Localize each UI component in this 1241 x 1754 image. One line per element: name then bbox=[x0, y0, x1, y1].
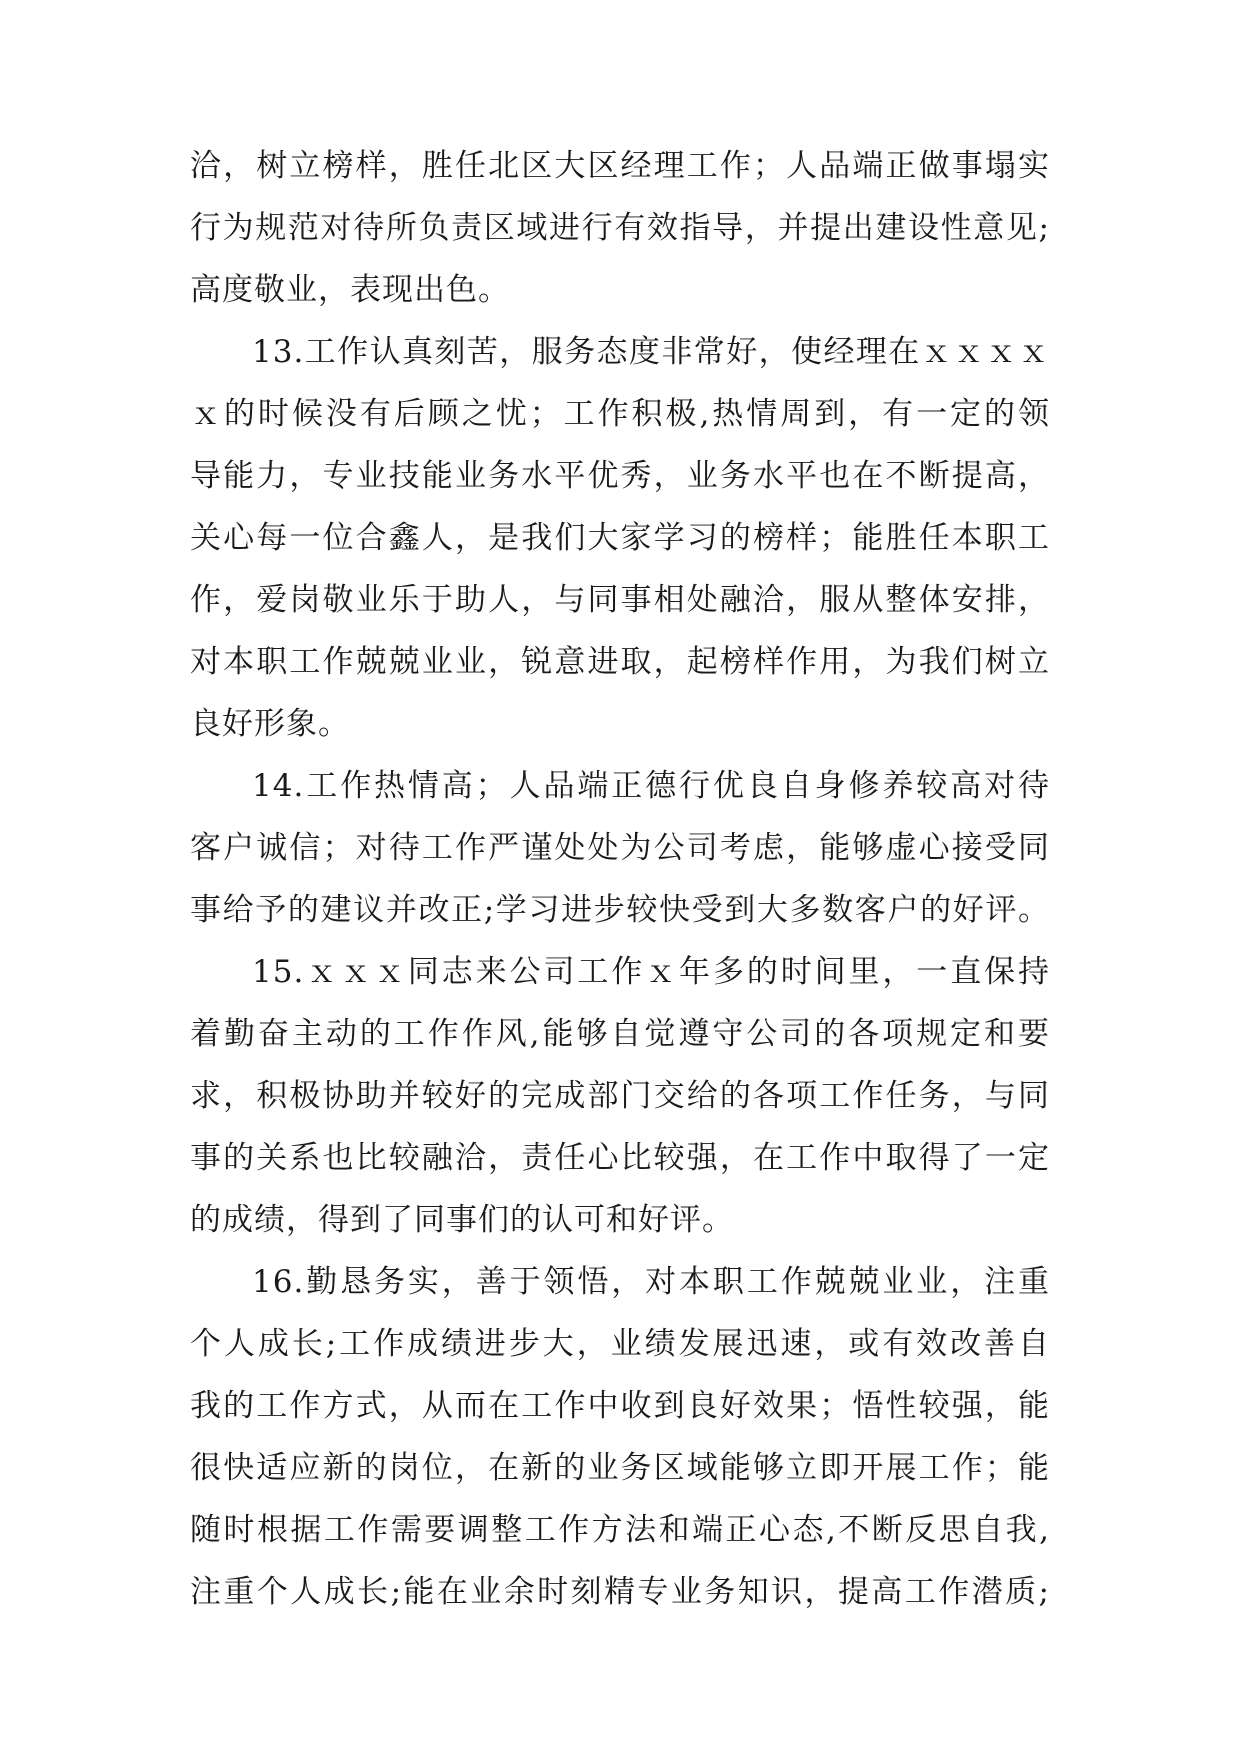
text-line: 良好形象。 bbox=[190, 706, 350, 742]
text-line: 个人成长;工作成绩进步大，业绩发展迅速，或有效改善自 bbox=[190, 1326, 1050, 1362]
text-line: 的成绩，得到了同事们的认可和好评。 bbox=[190, 1202, 734, 1238]
text-line: 作，爱岗敬业乐于助人，与同事相处融洽，服从整体安排， bbox=[190, 582, 1050, 618]
text-line: 着勤奋主动的工作作风,能够自觉遵守公司的各项规定和要 bbox=[190, 1016, 1050, 1052]
text-line: 随时根据工作需要调整工作方法和端正心态,不断反思自我, bbox=[190, 1512, 1050, 1548]
text-line: ｘ的时候没有后顾之忧；工作积极,热情周到，有一定的领 bbox=[190, 396, 1050, 432]
text-line: 注重个人成长;能在业余时刻精专业务知识，提高工作潜质; bbox=[190, 1574, 1050, 1610]
text-line: 关心每一位合鑫人，是我们大家学习的榜样；能胜任本职工 bbox=[190, 520, 1050, 556]
text-line: 导能力，专业技能业务水平优秀，业务水平也在不断提高， bbox=[190, 458, 1050, 494]
paragraph-13-start: 13.工作认真刻苦，服务态度非常好，使经理在ｘｘｘｘ bbox=[252, 334, 1050, 370]
text-line: 求，积极协助并较好的完成部门交给的各项工作任务，与同 bbox=[190, 1078, 1050, 1114]
text-line: 事给予的建议并改正;学习进步较快受到大多数客户的好评。 bbox=[190, 892, 1050, 928]
paragraph-15-start: 15.ｘｘｘ同志来公司工作ｘ年多的时间里，一直保持 bbox=[252, 954, 1050, 990]
text-line: 高度敬业，表现出色。 bbox=[190, 272, 510, 308]
text-line: 行为规范对待所负责区域进行有效指导，并提出建设性意见; bbox=[190, 210, 1050, 246]
text-line: 事的关系也比较融洽，责任心比较强，在工作中取得了一定 bbox=[190, 1140, 1050, 1176]
text-line: 对本职工作兢兢业业，锐意进取，起榜样作用，为我们树立 bbox=[190, 644, 1050, 680]
text-line: 我的工作方式，从而在工作中收到良好效果；悟性较强，能 bbox=[190, 1388, 1050, 1424]
text-line: 很快适应新的岗位，在新的业务区域能够立即开展工作；能 bbox=[190, 1450, 1050, 1486]
paragraph-14-start: 14.工作热情高；人品端正德行优良自身修养较高对待 bbox=[252, 768, 1050, 804]
text-line: 客户诚信；对待工作严谨处处为公司考虑，能够虚心接受同 bbox=[190, 830, 1050, 866]
paragraph-16-start: 16.勤恳务实，善于领悟，对本职工作兢兢业业，注重 bbox=[252, 1264, 1050, 1300]
text-line: 洽，树立榜样，胜任北区大区经理工作；人品端正做事塌实 bbox=[190, 148, 1050, 184]
